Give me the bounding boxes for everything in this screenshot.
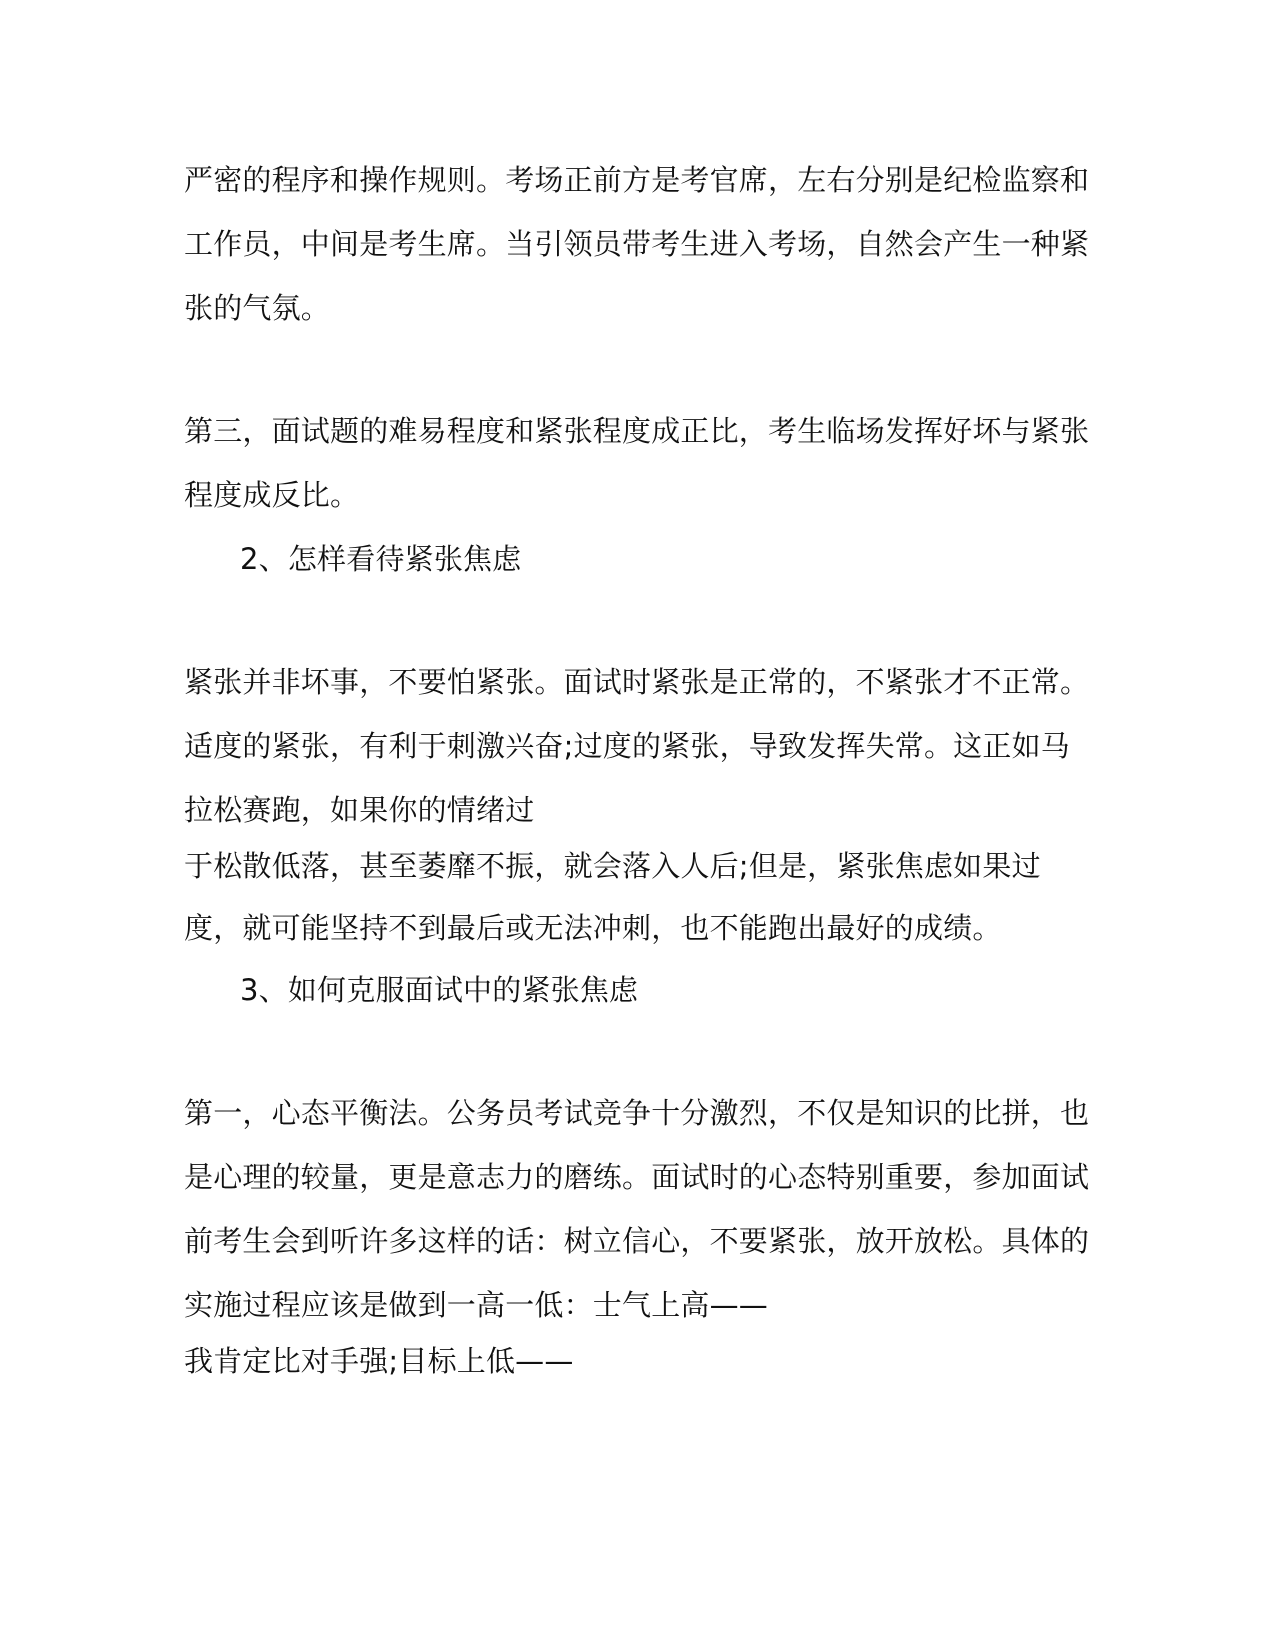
paragraph-line: 第一，心态平衡法。公务员考试竞争十分激烈，不仅是知识的比拼，也	[184, 1096, 1090, 1130]
paragraph-line: 度，就可能坚持不到最后或无法冲刺，也不能跑出最好的成绩。	[184, 911, 1002, 945]
paragraph-line: 是心理的较量，更是意志力的磨练。面试时的心态特别重要，参加面试	[184, 1160, 1090, 1194]
paragraph-line: 实施过程应该是做到一高一低：士气上高——	[184, 1288, 769, 1322]
paragraph-line: 拉松赛跑，如果你的情绪过	[184, 793, 535, 827]
paragraph-line: 第三，面试题的难易程度和紧张程度成正比，考生临场发挥好坏与紧张	[184, 414, 1090, 448]
section-heading: 3、如何克服面试中的紧张焦虑	[240, 973, 639, 1007]
paragraph-line: 紧张并非坏事，不要怕紧张。面试时紧张是正常的，不紧张才不正常。	[184, 665, 1090, 699]
paragraph-line: 我肯定比对手强;目标上低——	[184, 1344, 574, 1378]
paragraph-line: 于松散低落，甚至萎靡不振，就会落入人后;但是，紧张焦虑如果过	[184, 849, 1041, 883]
paragraph-line: 严密的程序和操作规则。考场正前方是考官席，左右分别是纪检监察和	[184, 163, 1090, 197]
paragraph-line: 程度成反比。	[184, 478, 360, 512]
paragraph-line: 前考生会到听许多这样的话：树立信心，不要紧张，放开放松。具体的	[184, 1224, 1090, 1258]
section-heading: 2、怎样看待紧张焦虑	[240, 542, 522, 576]
paragraph-line: 张的气氛。	[184, 291, 331, 325]
paragraph-line: 适度的紧张，有利于刺激兴奋;过度的紧张，导致发挥失常。这正如马	[184, 729, 1070, 763]
paragraph-line: 工作员，中间是考生席。当引领员带考生进入考场，自然会产生一种紧	[184, 227, 1090, 261]
